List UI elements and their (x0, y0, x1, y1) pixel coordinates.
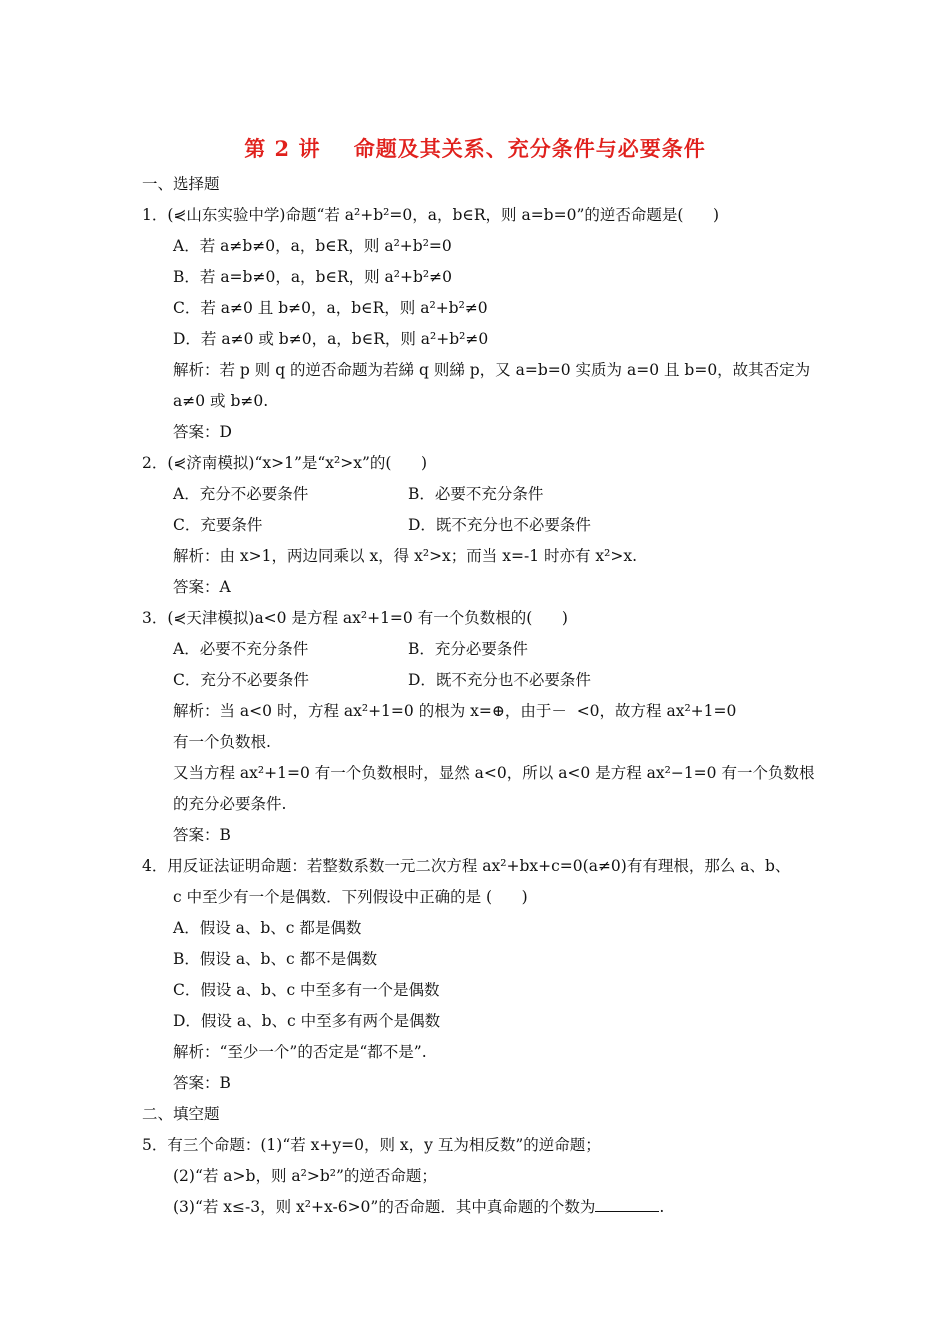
text-line: 5．有三个命题：(1)“若 x+y=0，则 x，y 互为相反数”的逆命题； (142, 1136, 601, 1154)
text-line: A．充分不必要条件 (173, 485, 309, 503)
text-line: 二、填空题 (142, 1105, 220, 1123)
text-line: 一、选择题 (142, 175, 220, 193)
text-line: (2)“若 a>b，则 a²>b²”的逆否命题； (173, 1167, 437, 1185)
text-line: 解析：当 a<0 时，方程 ax²+1=0 的根为 x=⊕，由于－ <0，故方程 ax²+1=0 (173, 702, 737, 720)
text-line: c 中至少有一个是偶数．下列假设中正确的是 ( ) (173, 888, 528, 906)
text-line: 1．(⋞山东实验中学)命题“若 a²+b²=0，a，b∈R，则 a=b=0”的逆否命题是( ) (142, 206, 720, 224)
text-line: A．假设 a、b、c 都是偶数 (173, 919, 362, 937)
page-title: 第 2 讲 命题及其关系、充分条件与必要条件 (244, 136, 706, 161)
text-line: 解析：若 p 则 q 的逆否命题为若綈 q 则綈 p，又 a=b=0 实质为 a=0 且 b=0，故其否定为 (173, 361, 811, 379)
text-line: 4．用反证法证明命题：若整数系数一元二次方程 ax²+bx+c=0(a≠0)有有理根，那么 a、b、 (142, 857, 791, 875)
text-line: B．必要不充分条件 (408, 485, 544, 503)
text-line: 答案：B (173, 826, 231, 844)
text-line: D．既不充分也不必要条件 (408, 671, 591, 689)
answer-blank[interactable] (595, 1197, 659, 1212)
text-line: 的充分必要条件. (173, 795, 287, 813)
text-line: 解析：“至少一个”的否定是“都不是”. (173, 1043, 427, 1061)
text-line: 又当方程 ax²+1=0 有一个负数根时，显然 a<0，所以 a<0 是方程 ax²−1=0 有一个负数根 (173, 764, 815, 782)
text-line: D．假设 a、b、c 中至多有两个是偶数 (173, 1012, 441, 1030)
text-line: 解析：由 x>1，两边同乘以 x，得 x²>x；而当 x=-1 时亦有 x²>x. (173, 547, 638, 565)
text-line: C．若 a≠0 且 b≠0，a，b∈R，则 a²+b²≠0 (173, 299, 488, 317)
text-line: D．若 a≠0 或 b≠0，a，b∈R，则 a²+b²≠0 (173, 330, 489, 348)
text-line: 答案：A (173, 578, 231, 596)
text-line: 有一个负数根. (173, 733, 271, 751)
text-line: 2．(⋞济南模拟)“x>1”是“x²>x”的( ) (142, 454, 428, 472)
text-line: C．充要条件 (173, 516, 263, 534)
text-line: a≠0 或 b≠0. (173, 392, 269, 410)
blank-period: . (659, 1198, 665, 1216)
text-line: C．充分不必要条件 (173, 671, 309, 689)
text-line: B．假设 a、b、c 都不是偶数 (173, 950, 378, 968)
text-line: 答案：B (173, 1074, 231, 1092)
text-line: B．充分必要条件 (408, 640, 528, 658)
text-line: A．必要不充分条件 (173, 640, 309, 658)
text-line: 答案：D (173, 423, 232, 441)
text-line: D．既不充分也不必要条件 (408, 516, 591, 534)
text-line: (3)“若 x≤-3，则 x²+x-6>0”的否命题．其中真命题的个数为 . (173, 1198, 665, 1216)
text-line: C．假设 a、b、c 中至多有一个是偶数 (173, 981, 440, 999)
text-line: B．若 a=b≠0，a，b∈R，则 a²+b²≠0 (173, 268, 452, 286)
text-line: A．若 a≠b≠0，a，b∈R，则 a²+b²=0 (173, 237, 452, 255)
text-line: 3．(⋞天津模拟)a<0 是方程 ax²+1=0 有一个负数根的( ) (142, 609, 568, 627)
